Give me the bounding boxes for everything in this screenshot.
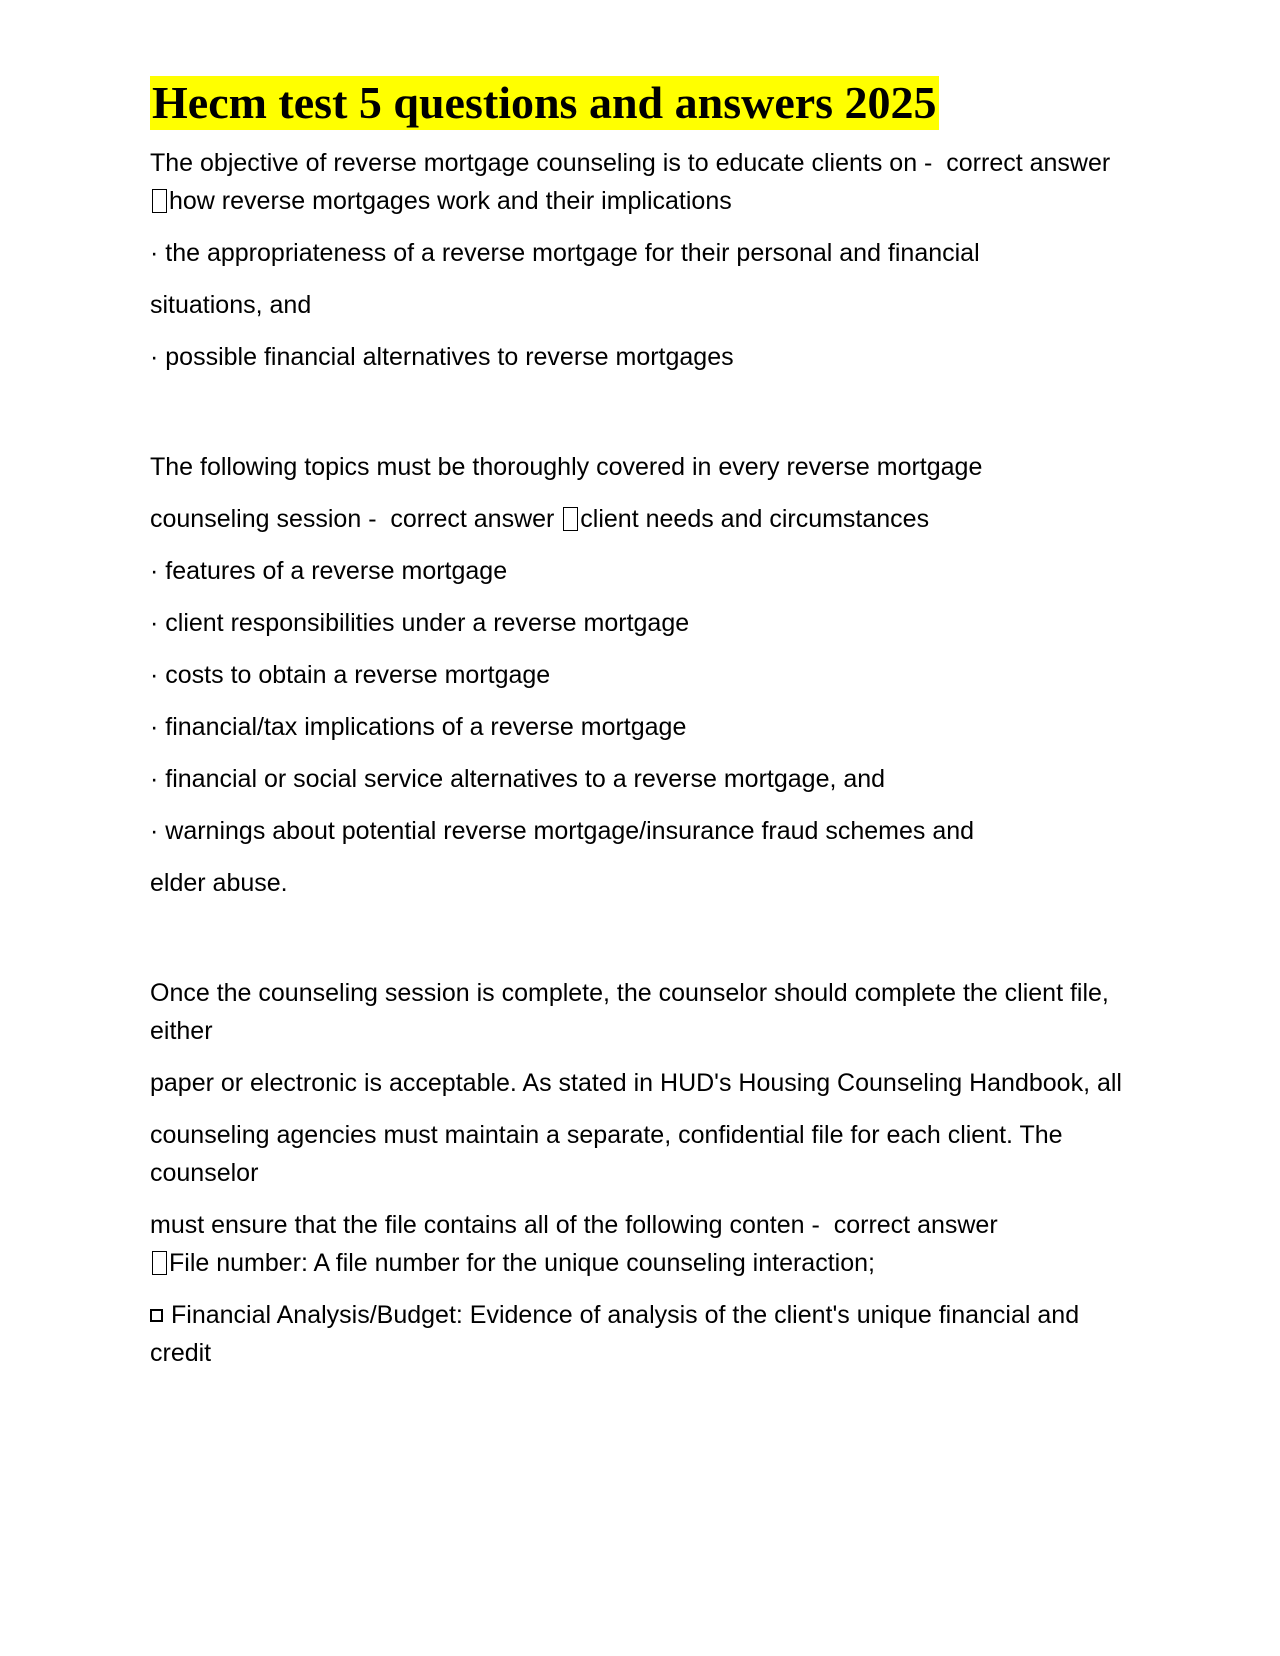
answer-2-bullet-6-cont: elder abuse. (150, 869, 288, 897)
question-1 (150, 144, 1130, 220)
question-3-para-2: paper or electronic is acceptable. As stated in HUD's Housing Counseling Handbook, all (150, 1069, 1122, 1097)
answer-2-bullet-3: · costs to obtain a reverse mortgage (150, 661, 551, 689)
question-2-line-1: The following topics must be thoroughly covered in every reverse mortgage (150, 453, 983, 481)
answer-1-bullet-2: · possible financial alternatives to reverse mortgages (150, 343, 734, 371)
answer-2-text: client needs and circumstances (580, 505, 930, 533)
question-2 (150, 500, 1130, 538)
answer-2-bullet-1: · features of a reverse mortgage (150, 557, 508, 585)
answer-3-item (150, 1296, 1130, 1372)
answer-1-text: how reverse mortgages work and their implications (169, 187, 732, 215)
answer-3-text: File number: A file number for the unique counseling interaction; (169, 1249, 875, 1277)
answer-2-bullet-6: · warnings about potential reverse mortgage/insurance fraud schemes and (150, 817, 975, 845)
question-1-text: The objective of reverse mortgage counseling is to educate clients on - correct answer (150, 149, 1118, 177)
document-title: Hecm test 5 questions and answers 2025 (152, 77, 937, 128)
answer-2-bullet-5: · financial or social service alternatives to a reverse mortgage, and (150, 765, 886, 793)
square-bullet-icon (150, 1309, 163, 1322)
checkbox-glyph-icon (152, 189, 167, 213)
question-3 (150, 1206, 1130, 1282)
question-3-para-3: counseling agencies must maintain a separate, confidential file for each client. The counselor (150, 1121, 1070, 1187)
answer-1-bullet-1-cont: situations, and (150, 291, 312, 319)
answer-2-bullet-4: · financial/tax implications of a reverse mortgage (150, 713, 687, 741)
question-2-line-2: counseling session - correct answer (150, 505, 562, 533)
checkbox-glyph-icon (563, 507, 578, 531)
answer-3-item-text: Financial Analysis/Budget: Evidence of analysis of the client's unique financial and credit (150, 1301, 1087, 1367)
question-3-para-1: Once the counseling session is complete, the counselor should complete the client file, either (150, 979, 1116, 1045)
document-page (150, 76, 1130, 1372)
question-3-text: must ensure that the file contains all of the following conten - correct answer (150, 1211, 1005, 1239)
answer-1-bullet-1: · the appropriateness of a reverse mortgage for their personal and financial (150, 239, 980, 267)
checkbox-glyph-icon (152, 1251, 167, 1275)
answer-2-bullet-2: · client responsibilities under a reverse mortgage (150, 609, 690, 637)
